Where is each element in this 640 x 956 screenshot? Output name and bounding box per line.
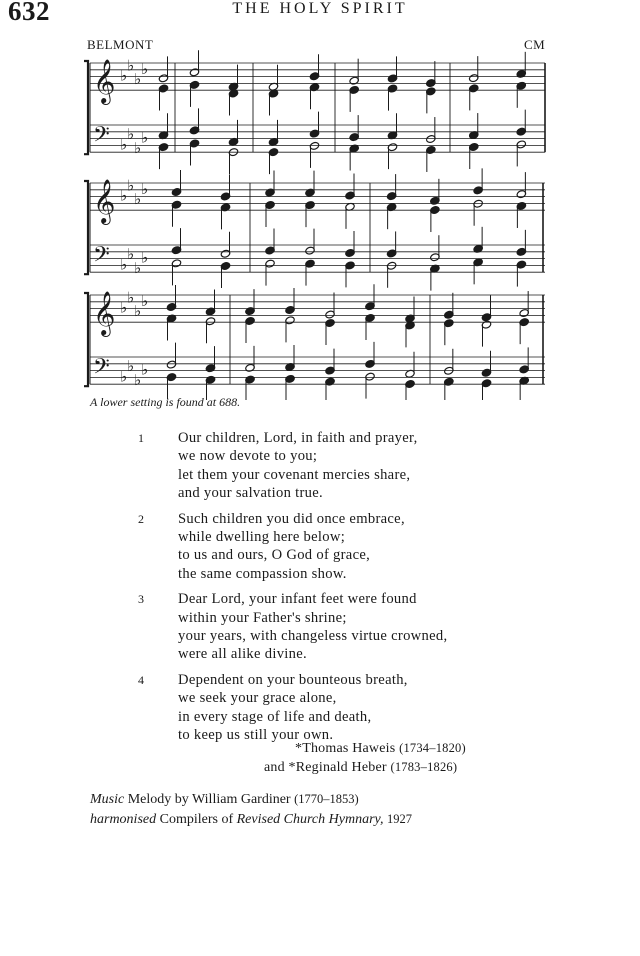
- section-title: THE HOLY SPIRIT: [232, 0, 408, 17]
- author-dates: (1734–1820): [399, 741, 466, 755]
- treble-clef-icon: 𝄞: [93, 291, 116, 336]
- flat-icon: ♭: [134, 70, 142, 88]
- flat-icon: ♭: [120, 298, 128, 317]
- flat-icon: ♭: [127, 56, 135, 75]
- flat-icon: ♭: [127, 288, 135, 307]
- stanza-number: 4: [138, 672, 144, 687]
- author-credit: [295, 741, 466, 757]
- stanza-line: Such children you did once embrace,: [178, 510, 405, 527]
- harmonised-text: Compilers of: [159, 811, 234, 827]
- system-bracket: [84, 61, 88, 154]
- flat-icon: ♭: [141, 360, 149, 379]
- flat-icon: ♭: [134, 190, 142, 208]
- flat-icon: ♭: [127, 176, 135, 195]
- stanza-line: the same compassion show.: [178, 565, 347, 582]
- harmonised-label: harmonised: [90, 811, 157, 827]
- stanza-line: your years, with changeless virtue crowned,: [178, 628, 448, 645]
- flat-icon: ♭: [141, 59, 149, 78]
- flat-icon: ♭: [134, 258, 142, 277]
- author-prefix: and: [264, 760, 289, 775]
- flat-icon: ♭: [134, 302, 142, 320]
- stanza-line: Dear Lord, your infant feet were found: [178, 591, 417, 608]
- tune-name: BELMONT: [87, 37, 154, 52]
- music-dates: (1770–1853): [294, 792, 359, 806]
- lower-setting-note: A lower setting is found at 688.: [90, 395, 241, 409]
- flat-icon: ♭: [134, 138, 142, 157]
- flat-icon: ♭: [120, 66, 128, 85]
- treble-clef-icon: 𝄞: [93, 179, 116, 224]
- stanza-number: 3: [138, 592, 144, 607]
- music-credits: [90, 790, 412, 829]
- author-credit: [264, 760, 457, 776]
- stanza-line: and your salvation true.: [178, 485, 323, 502]
- meter-label: CM: [524, 37, 546, 52]
- flat-icon: ♭: [120, 255, 128, 274]
- system-bracket: [84, 181, 88, 274]
- stanza-line: to keep us still your own.: [178, 727, 334, 744]
- stanza-line: let them your covenant mercies share,: [178, 466, 411, 483]
- stanza-line: within your Father's shrine;: [178, 609, 347, 626]
- author-name: *Thomas Haweis: [295, 741, 396, 756]
- stanza-line: to us and ours, O God of grace,: [178, 547, 371, 564]
- music-text: Melody by William Gardiner: [127, 792, 291, 807]
- stanza: [0, 510, 640, 584]
- flat-icon: ♭: [141, 291, 149, 310]
- music-score: [0, 0, 640, 400]
- harmonised-year: 1927: [386, 811, 412, 826]
- harmonisation-credit-line: [90, 810, 412, 830]
- system-bracket: [84, 293, 88, 386]
- author-dates: (1783–1826): [390, 760, 458, 774]
- author-name: *Reginald Heber: [288, 760, 387, 775]
- stanza-number: 1: [138, 431, 144, 445]
- flat-icon: ♭: [141, 179, 149, 198]
- flat-icon: ♭: [141, 128, 149, 147]
- flat-icon: ♭: [120, 135, 128, 154]
- flat-icon: ♭: [134, 370, 142, 389]
- treble-clef-icon: 𝄞: [93, 59, 116, 104]
- stanza: [0, 671, 640, 745]
- flat-icon: ♭: [120, 367, 128, 386]
- harmonised-title: Revised Church Hymnary,: [236, 811, 384, 827]
- stanza-line: while dwelling here below;: [178, 529, 346, 546]
- stanza-line: Dependent on your bounteous breath,: [178, 671, 408, 688]
- stanza-line: Our children, Lord, in faith and prayer,: [178, 430, 418, 446]
- flat-icon: ♭: [120, 186, 128, 205]
- stanza: [0, 429, 640, 503]
- stanza-line: were all alike divine.: [178, 646, 307, 663]
- hymn-number: 632: [8, 0, 50, 26]
- flat-icon: ♭: [127, 125, 135, 144]
- bass-clef-icon: 𝄢: [93, 242, 110, 273]
- flat-icon: ♭: [127, 357, 135, 376]
- stanza-number: 2: [138, 511, 144, 526]
- music-label: Music: [90, 792, 125, 807]
- stanza-line: we now devote to you;: [178, 448, 318, 465]
- stanza: [0, 590, 640, 664]
- stanza-line: we seek your grace alone,: [178, 690, 337, 707]
- flat-icon: ♭: [127, 245, 135, 264]
- music-credit-line: [90, 790, 412, 810]
- flat-icon: ♭: [141, 248, 149, 267]
- stanza-list: [0, 429, 640, 752]
- bass-clef-icon: 𝄢: [93, 122, 110, 153]
- bass-clef-icon: 𝄢: [93, 354, 110, 385]
- stanza-line: in every stage of life and death,: [178, 708, 372, 725]
